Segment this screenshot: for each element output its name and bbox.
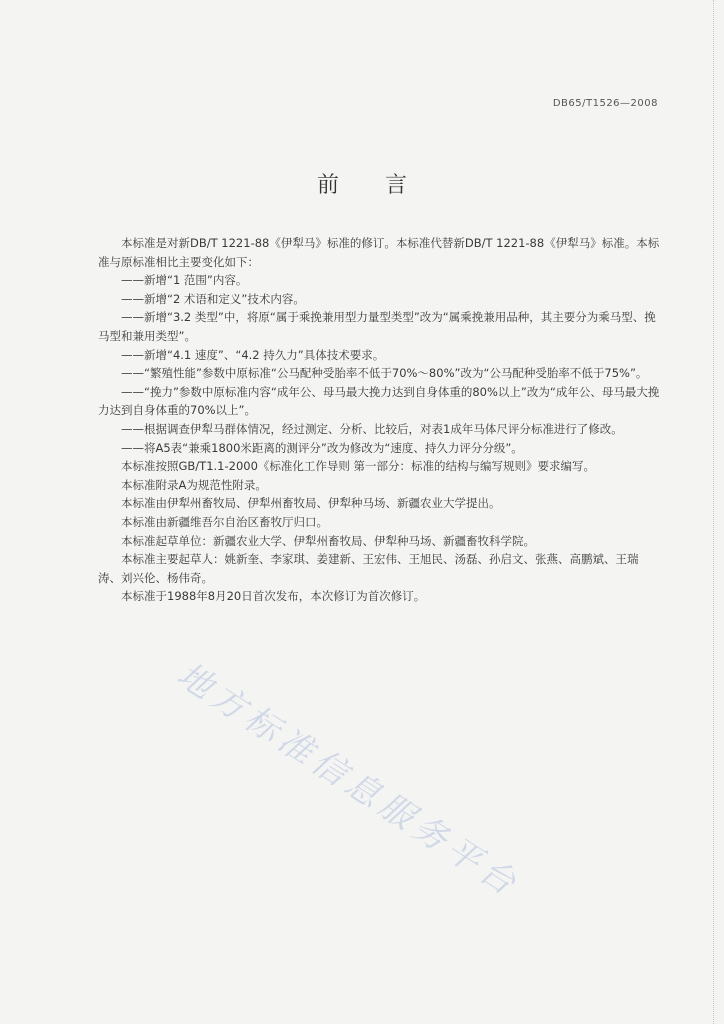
paragraph: ——将A5表“兼乘1800米距离的测评分”改为修改为“速度、持久力评分分级”。 — [121, 440, 523, 455]
paragraph: ——新增“1 范围”内容。 — [121, 273, 248, 288]
paragraph: ——新增“4.1 速度”、“4.2 持久力”具体技术要求。 — [121, 347, 385, 362]
paragraph: 本标准是对新DB/T 1221-88《伊犁马》标准的修订。本标准代替新DB/T 1221-88《伊犁马》标准。本标准与原标准相比主要变化如下： — [98, 236, 660, 269]
paragraph: ——根据调查伊犁马群体情况，经过测定、分析、比较后，对表1成年马体尺评分标准进行了修改。 — [121, 421, 623, 436]
paragraph: ——新增“3.2 类型”中，将原“属于乘挽兼用型力量型类型”改为“属乘挽兼用品种，其主要分为乘马型、挽马型和兼用类型”。 — [98, 310, 656, 343]
paragraph: 本标准由伊犁州畜牧局、伊犁州畜牧局、伊犁种马场、新疆农业大学提出。 — [121, 496, 501, 511]
page-title: 前言 — [316, 173, 453, 198]
foreword-body — [98, 234, 660, 606]
paragraph: 本标准由新疆维吾尔自治区畜牧厅归口。 — [121, 514, 328, 529]
paragraph: 本标准于1988年8月20日首次发布，本次修订为首次修订。 — [121, 589, 426, 604]
scan-edge-decoration — [713, 0, 720, 1024]
paragraph: 本标准按照GB/T1.1-2000《标准化工作导则 第一部分：标准的结构与编写规则》要求编写。 — [121, 459, 596, 474]
paragraph: ——“繁殖性能”参数中原标准“公马配种受胎率不低于70%～80%”改为“公马配种受胎率不低于75%”。 — [121, 366, 648, 381]
paragraph: 本标准附录A为规范性附录。 — [121, 477, 267, 492]
paragraph: ——“挽力”参数中原标准内容“成年公、母马最大挽力达到自身体重的80%以上”改为“成年公、母马最大挽力达到自身体重的70%以上”。 — [98, 384, 660, 418]
paragraph: 本标准起草单位：新疆农业大学、伊犁州畜牧局、伊犁种马场、新疆畜牧科学院。 — [121, 533, 535, 548]
document-code: DB65/T1526—2008 — [552, 98, 658, 109]
paragraph: 本标准主要起草人：姚新奎、李家琪、姜建新、王宏伟、王旭民、汤磊、孙启文、张燕、高鹏斌、王瑞涛、刘兴伦、杨伟奇。 — [98, 552, 639, 585]
paragraph: ——新增“2 术语和定义”技术内容。 — [121, 291, 305, 306]
watermark-text: 地方标准信息服务平台 — [169, 654, 528, 907]
